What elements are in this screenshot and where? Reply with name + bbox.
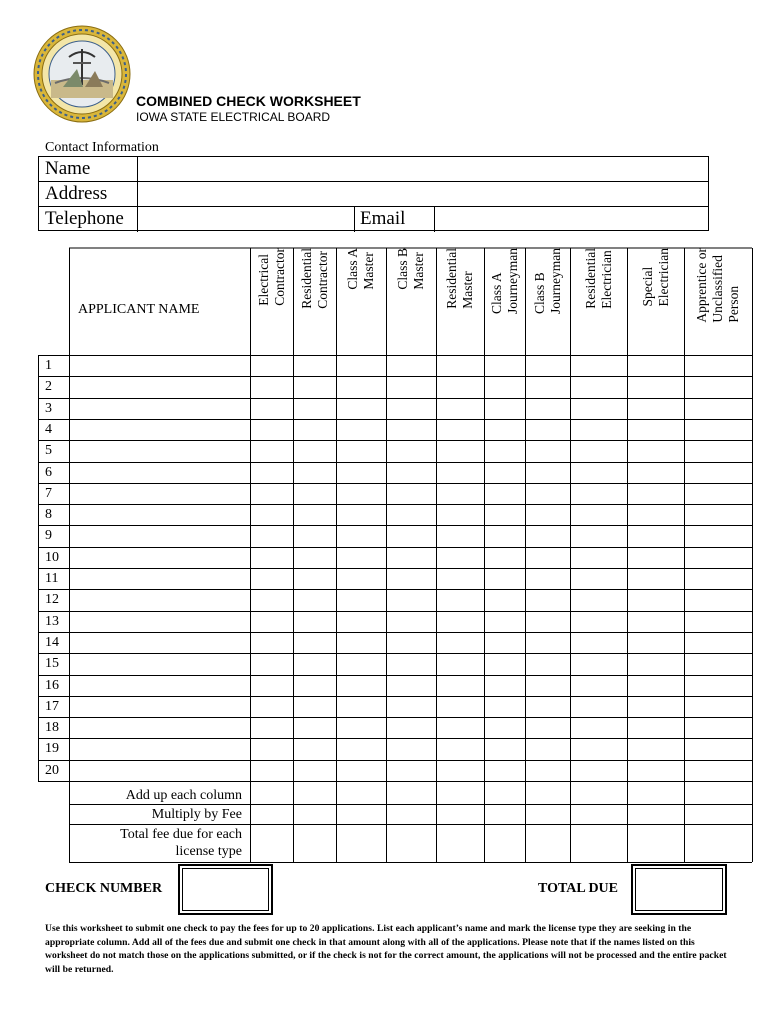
contact-row-address[interactable] xyxy=(39,182,708,207)
column-header-label: Residential Contractor xyxy=(298,248,330,309)
contact-row-name[interactable] xyxy=(39,157,708,182)
add-up-label: Add up each column xyxy=(125,788,242,803)
column-header-label: Electrical Contractor xyxy=(255,248,287,306)
column-header xyxy=(627,248,684,352)
total-due-field[interactable] xyxy=(631,864,727,915)
row-number: 7 xyxy=(45,485,52,501)
column-header-label: Class B Master xyxy=(395,248,426,290)
row-number: 3 xyxy=(45,400,52,416)
contact-row-phone[interactable] xyxy=(39,207,708,232)
page-subtitle: IOWA STATE ELECTRICAL BOARD xyxy=(136,110,331,124)
column-header xyxy=(250,248,293,352)
multiply-label: Multiply by Fee xyxy=(151,807,242,822)
row-number: 16 xyxy=(45,677,59,693)
name-label: Name xyxy=(45,158,91,179)
row-number: 1 xyxy=(45,358,52,373)
column-header-label: Class A Master xyxy=(345,248,376,290)
row-number: 18 xyxy=(45,720,59,736)
row-number: 12 xyxy=(45,592,59,608)
row-number: 11 xyxy=(45,571,59,586)
row-number: 10 xyxy=(45,549,59,565)
contact-table xyxy=(38,156,709,231)
column-header xyxy=(436,248,484,352)
column-header xyxy=(386,248,436,352)
row-number: 19 xyxy=(45,741,59,757)
page-title: COMBINED CHECK WORKSHEET xyxy=(136,93,361,109)
row-number: 15 xyxy=(45,656,59,672)
column-header xyxy=(484,248,525,352)
column-header-label: Special Electrician xyxy=(639,248,671,307)
row-number: 6 xyxy=(45,464,52,480)
column-header xyxy=(684,248,752,352)
column-header xyxy=(525,248,570,352)
row-number: 5 xyxy=(45,443,52,459)
row-number: 20 xyxy=(45,762,59,778)
divider xyxy=(434,207,435,232)
row-number: 14 xyxy=(45,634,59,650)
total-fee-label: Total fee due for each license type xyxy=(120,827,242,859)
column-header xyxy=(293,248,336,352)
divider xyxy=(137,157,138,181)
row-number: 4 xyxy=(45,421,52,437)
check-number-label: CHECK NUMBER xyxy=(45,881,163,896)
row-number: 13 xyxy=(45,613,59,629)
applicant-name-header: APPLICANT NAME xyxy=(78,302,200,317)
divider xyxy=(354,207,355,232)
column-header-label: Apprentice or Unclassified Person xyxy=(694,248,741,323)
contact-heading: Contact Information xyxy=(45,140,159,155)
column-header-label: Residential Master xyxy=(444,248,475,309)
row-number: 17 xyxy=(45,698,59,714)
row-number: 2 xyxy=(45,379,52,395)
email-label: Email xyxy=(360,208,406,229)
column-header xyxy=(570,248,627,352)
address-label: Address xyxy=(45,183,108,204)
total-due-label: TOTAL DUE xyxy=(538,881,619,896)
check-number-field[interactable] xyxy=(178,864,273,915)
row-number: 9 xyxy=(45,528,52,544)
column-header-label: Class A Journeyman xyxy=(488,248,520,314)
column-header-label: Residential Electrician xyxy=(582,248,614,309)
row-number: 8 xyxy=(45,507,52,523)
divider xyxy=(137,207,138,232)
column-header-label: Class B Journeyman xyxy=(531,248,563,314)
state-seal-logo xyxy=(33,25,131,123)
instructions-text: Use this worksheet to submit one check to pay the fees for up to 20 applications. List each applicant’s name and mark the license type they are seeking in the appropriate column. Add all of the fees due and submit one check in that amount along with all of the applications. Please note that if the names listed on this worksheet do not match those on the applications submitted, or if the check is not for the correct amount, the applications will not be processed and the entire packet will be returned. xyxy=(45,923,727,975)
divider xyxy=(137,182,138,206)
column-header xyxy=(336,248,386,352)
telephone-label: Telephone xyxy=(45,208,124,229)
